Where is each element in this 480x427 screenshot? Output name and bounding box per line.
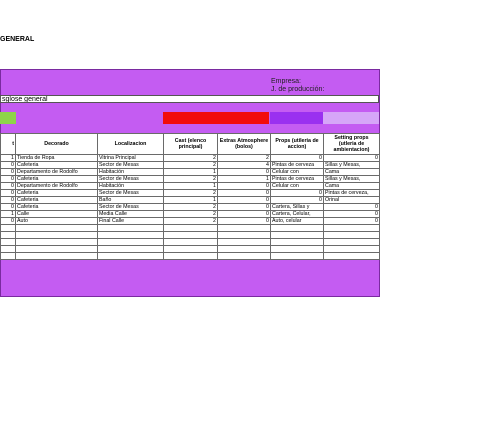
table-cell[interactable]: 1 (164, 169, 218, 176)
table-cell[interactable]: Cartera, Celular, (271, 211, 324, 218)
table-cell[interactable]: 2 (164, 211, 218, 218)
table-cell[interactable] (164, 253, 218, 260)
table-cell[interactable] (98, 232, 164, 239)
table-cell[interactable] (164, 232, 218, 239)
table-cell[interactable] (98, 246, 164, 253)
table-cell[interactable]: Media Calle (98, 211, 164, 218)
table-cell[interactable] (324, 232, 380, 239)
table-cell[interactable] (1, 232, 16, 239)
table-cell[interactable]: 1 (1, 211, 16, 218)
table-cell[interactable] (324, 246, 380, 253)
table-cell[interactable]: 0 (1, 183, 16, 190)
table-cell[interactable]: 1 (164, 183, 218, 190)
table-cell[interactable]: Baño (98, 197, 164, 204)
table-row (1, 211, 380, 218)
table-row (1, 225, 380, 232)
table-cell[interactable] (1, 225, 16, 232)
breakdown-table (0, 133, 380, 260)
table-cell[interactable] (98, 225, 164, 232)
table-cell[interactable]: 0 (218, 218, 271, 225)
table-cell[interactable] (98, 239, 164, 246)
table-cell[interactable] (324, 239, 380, 246)
produccion-label: J. de producción: (271, 86, 325, 93)
table-cell[interactable] (164, 225, 218, 232)
table-row (1, 204, 380, 211)
table-row (1, 190, 380, 197)
table-cell[interactable]: Pintas de cerveza, (324, 190, 380, 197)
table-cell[interactable] (324, 253, 380, 260)
table-cell[interactable]: 1 (218, 176, 271, 183)
table-cell[interactable]: 2 (164, 176, 218, 183)
table-cell[interactable]: Sector de Mesas (98, 204, 164, 211)
column-header: Cast (elenco principal) (164, 134, 218, 155)
band-purple (270, 112, 323, 124)
table-cell[interactable]: 2 (164, 155, 218, 162)
company-info (271, 78, 324, 94)
table-cell[interactable]: 0 (324, 211, 380, 218)
table-cell[interactable]: Orinal (324, 197, 380, 204)
table-cell[interactable]: Cama (324, 169, 380, 176)
table-row (1, 162, 380, 169)
table-cell[interactable]: Vitrina Principal (98, 155, 164, 162)
table-cell[interactable]: 0 (271, 155, 324, 162)
table-cell[interactable] (164, 246, 218, 253)
table-cell[interactable]: 0 (218, 204, 271, 211)
table-cell[interactable]: Cafeteria (16, 176, 98, 183)
column-header: Setting props (utleria de ambientacion) (324, 134, 380, 155)
table-cell[interactable] (218, 253, 271, 260)
table-row (1, 176, 380, 183)
table-cell[interactable]: 2 (164, 162, 218, 169)
table-cell[interactable] (324, 225, 380, 232)
table-cell[interactable]: Cafeteria (16, 204, 98, 211)
table-cell[interactable]: Cafeteria (16, 190, 98, 197)
table-cell[interactable] (16, 225, 98, 232)
table-cell[interactable] (218, 232, 271, 239)
table-cell[interactable]: Final Calle (98, 218, 164, 225)
table-cell[interactable] (271, 239, 324, 246)
table-cell[interactable] (271, 225, 324, 232)
table-cell[interactable]: Departamento de Rodolfo (16, 169, 98, 176)
table-cell[interactable] (16, 239, 98, 246)
table-cell[interactable]: Cafeteria (16, 197, 98, 204)
table-cell[interactable]: 0 (218, 211, 271, 218)
column-header: Props (utileria de accion) (271, 134, 324, 155)
column-header: Extras Atmosphere (bolos) (218, 134, 271, 155)
table-cell[interactable]: 0 (1, 190, 16, 197)
table-cell[interactable]: Cama (324, 183, 380, 190)
table-cell[interactable]: Celular con (271, 169, 324, 176)
table-body (1, 155, 380, 260)
table-cell[interactable]: 0 (1, 204, 16, 211)
table-cell[interactable]: Sillas y Mesas, (324, 176, 380, 183)
header-row (1, 134, 380, 155)
table-cell[interactable]: Departamento de Rodolfo (16, 183, 98, 190)
table-cell[interactable]: 4 (218, 162, 271, 169)
table-row (1, 253, 380, 260)
table-cell[interactable]: Sector de Mesas (98, 162, 164, 169)
band-lavender (323, 112, 379, 124)
empresa-label: Empresa: (271, 78, 301, 85)
table-cell[interactable] (1, 246, 16, 253)
desglose-field[interactable]: sglose general (0, 95, 379, 103)
table-row (1, 232, 380, 239)
table-cell[interactable] (1, 253, 16, 260)
table-cell[interactable]: 0 (324, 218, 380, 225)
table-cell[interactable]: 2 (164, 190, 218, 197)
table-cell[interactable]: Celular con (271, 183, 324, 190)
table-cell[interactable]: 0 (218, 197, 271, 204)
table-cell[interactable]: Habitación (98, 169, 164, 176)
table-cell[interactable]: 2 (164, 204, 218, 211)
table-row (1, 246, 380, 253)
table-cell[interactable]: 2 (164, 218, 218, 225)
table-cell[interactable]: 1 (1, 155, 16, 162)
table-cell[interactable]: Cartera, Sillas y (271, 204, 324, 211)
table-row (1, 197, 380, 204)
column-header: Decorado (16, 134, 98, 155)
table-cell[interactable]: 2 (218, 155, 271, 162)
table-cell[interactable]: 1 (164, 197, 218, 204)
table-cell[interactable]: 0 (1, 169, 16, 176)
table-cell[interactable] (218, 246, 271, 253)
table-cell[interactable]: 0 (271, 190, 324, 197)
table-cell[interactable] (16, 246, 98, 253)
table-cell[interactable] (218, 239, 271, 246)
table-cell[interactable] (271, 232, 324, 239)
breakdown-table-wrap (0, 133, 379, 260)
table-cell[interactable]: 0 (324, 155, 380, 162)
table-cell[interactable]: Auto (16, 218, 98, 225)
table-row (1, 218, 380, 225)
table-cell[interactable] (1, 239, 16, 246)
table-cell[interactable] (218, 225, 271, 232)
table-cell[interactable]: 0 (218, 169, 271, 176)
table-row (1, 239, 380, 246)
band-green (0, 112, 16, 124)
column-header: Localizacion (98, 134, 164, 155)
table-cell[interactable]: 0 (1, 162, 16, 169)
table-cell[interactable]: Tienda de Ropa (16, 155, 98, 162)
table-cell[interactable]: Calle (16, 211, 98, 218)
table-cell[interactable]: 0 (1, 176, 16, 183)
table-cell[interactable]: 0 (218, 190, 271, 197)
table-cell[interactable]: 0 (271, 197, 324, 204)
table-cell[interactable]: Sector de Mesas (98, 176, 164, 183)
table-cell[interactable]: Auto, celular (271, 218, 324, 225)
table-cell[interactable] (98, 253, 164, 260)
table-row (1, 169, 380, 176)
table-row (1, 155, 380, 162)
table-cell[interactable]: Pintas de cerveza (271, 176, 324, 183)
document-title: GENERAL (0, 36, 35, 43)
table-cell[interactable]: 0 (1, 218, 16, 225)
column-header: t (1, 134, 16, 155)
table-row (1, 183, 380, 190)
table-cell[interactable]: 0 (1, 197, 16, 204)
table-cell[interactable] (271, 246, 324, 253)
table-cell[interactable]: Sector de Mesas (98, 190, 164, 197)
table-cell[interactable]: 0 (324, 204, 380, 211)
table-cell[interactable]: Cafeteria (16, 162, 98, 169)
table-cell[interactable] (271, 253, 324, 260)
table-cell[interactable] (16, 232, 98, 239)
table-cell[interactable]: Sillas y Mesas, (324, 162, 380, 169)
table-cell[interactable] (164, 239, 218, 246)
table-cell[interactable]: Habitación (98, 183, 164, 190)
table-cell[interactable] (16, 253, 98, 260)
table-cell[interactable]: Pintas de cerveza (271, 162, 324, 169)
band-red (163, 112, 269, 124)
table-cell[interactable]: 0 (218, 183, 271, 190)
